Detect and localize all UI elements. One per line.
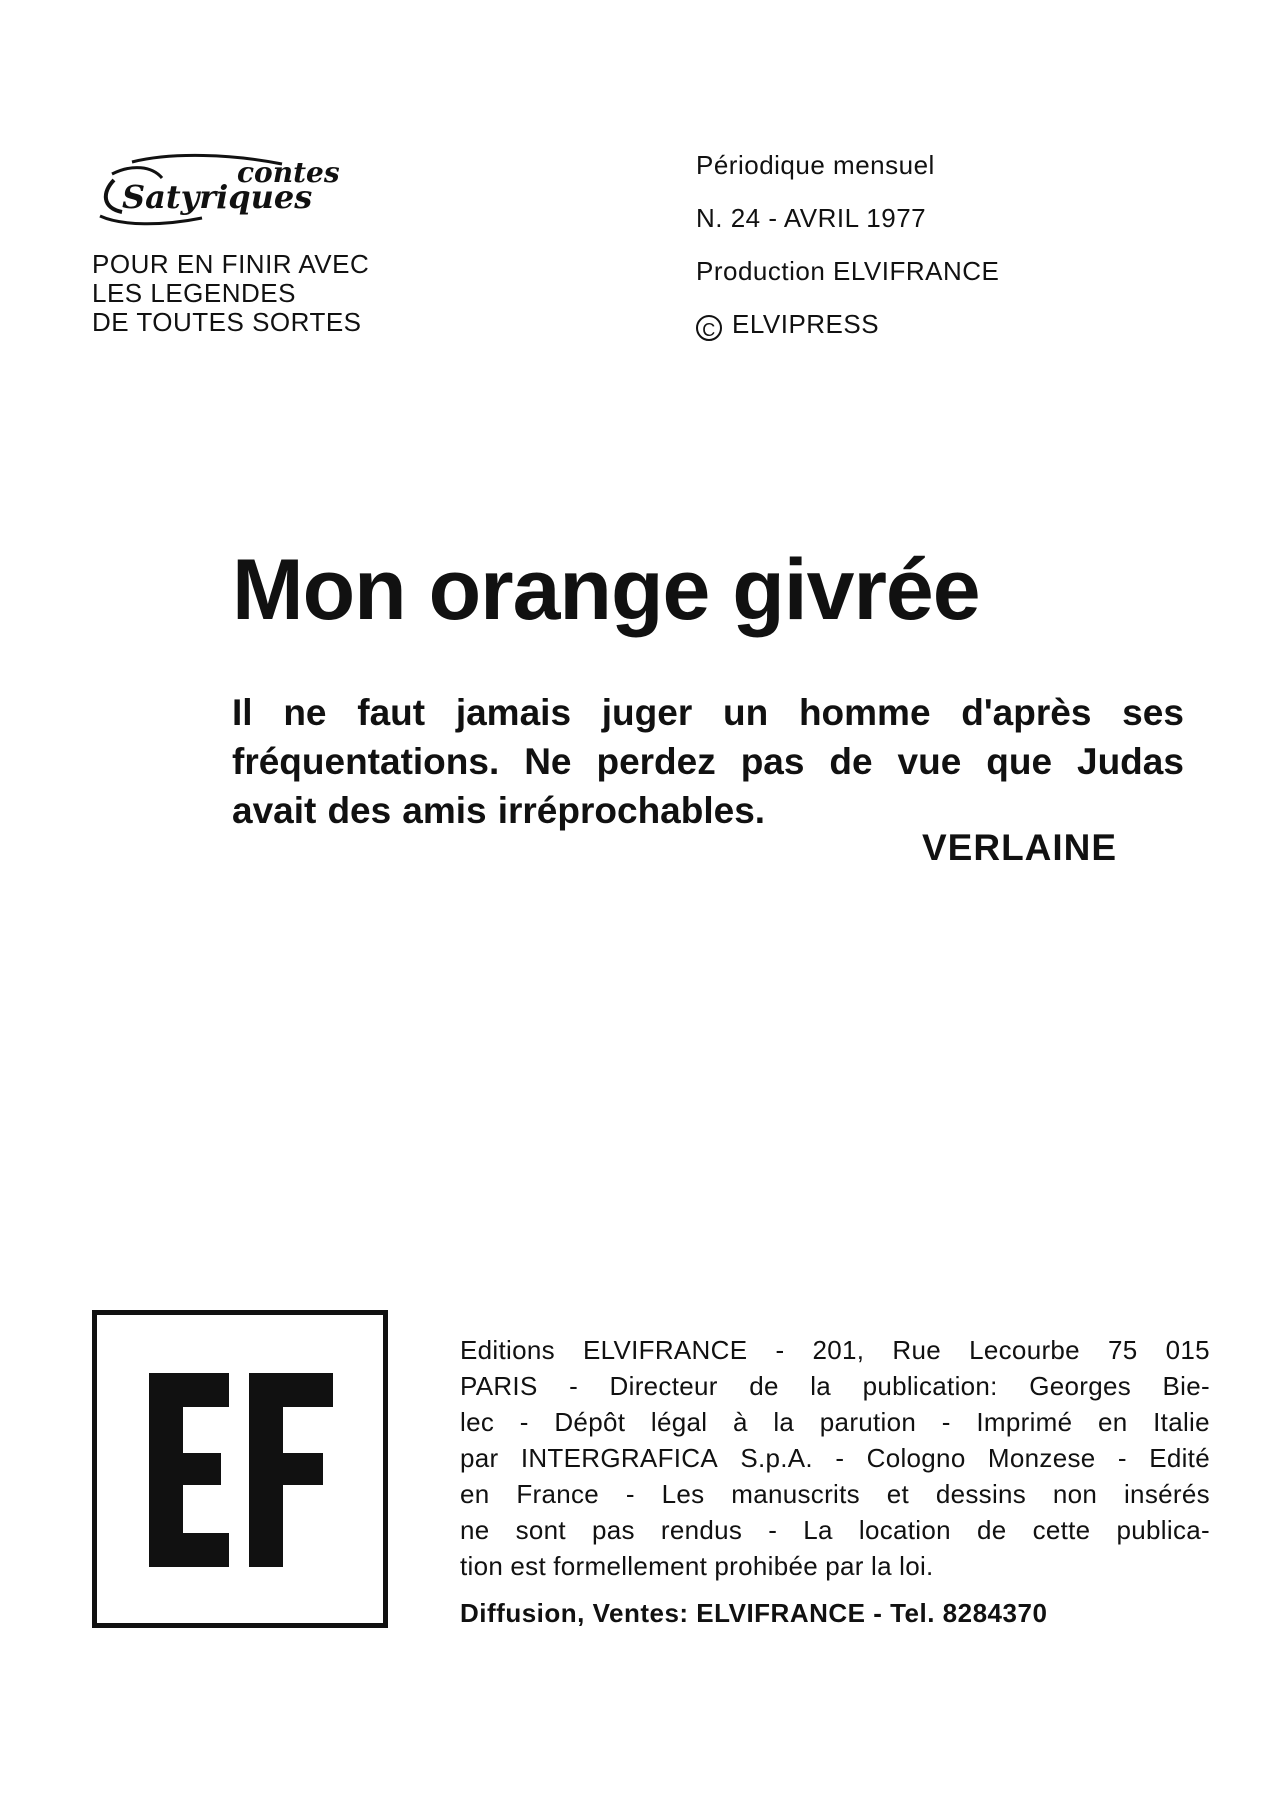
legal-word: Lecourbe xyxy=(969,1335,1080,1365)
legal-word: pas xyxy=(592,1515,635,1545)
masthead xyxy=(696,150,999,362)
legal-word: - xyxy=(835,1443,845,1473)
legal-word: - xyxy=(519,1407,529,1437)
legal-word: insérés xyxy=(1123,1479,1210,1509)
legal-word: Dépôt xyxy=(554,1407,626,1437)
legal-word: - xyxy=(768,1515,778,1545)
legal-word: manuscrits xyxy=(731,1479,860,1509)
legal-line xyxy=(460,1512,1210,1548)
tagline-line: LES LEGENDES xyxy=(92,278,296,308)
legal-word: - xyxy=(569,1371,579,1401)
quote-word: irréprochables. xyxy=(497,790,766,831)
quote-word: ses xyxy=(1122,692,1184,733)
copyright-icon: C xyxy=(696,315,722,341)
legal-word: - xyxy=(941,1407,951,1437)
legal-word: La xyxy=(803,1515,833,1545)
legal-word: dessins xyxy=(935,1479,1027,1509)
logo-line-2: Satyriques xyxy=(122,178,313,216)
quote-word: jamais xyxy=(455,692,572,733)
quote-line-1 xyxy=(232,688,1184,737)
legal-word: et xyxy=(886,1479,910,1509)
legal-line xyxy=(460,1476,1210,1512)
legal-word: de xyxy=(749,1371,779,1401)
legal-word: 201, xyxy=(812,1335,865,1365)
legal-word: en xyxy=(460,1479,490,1509)
production-credit: Production ELVIFRANCE xyxy=(696,256,1000,286)
legal-word: Italie xyxy=(1153,1407,1210,1437)
legal-word: parution xyxy=(819,1407,917,1437)
logo-line-1: contes xyxy=(237,156,340,189)
legal-notice xyxy=(460,1332,1210,1584)
quote-word: d'après xyxy=(961,692,1092,733)
legal-word: Georges xyxy=(1029,1371,1132,1401)
legal-word: formellement xyxy=(553,1551,708,1581)
legal-word: loi. xyxy=(899,1551,934,1581)
tagline-line: POUR EN FINIR AVEC xyxy=(92,249,370,279)
legal-word: Rue xyxy=(892,1335,942,1365)
legal-word: la xyxy=(871,1551,892,1581)
ef-logo-icon xyxy=(97,1315,383,1623)
publication-frequency: Périodique mensuel xyxy=(696,150,935,180)
legal-word: PARIS xyxy=(460,1371,538,1401)
legal-word: Monzese xyxy=(987,1443,1096,1473)
quote-word: perdez xyxy=(596,741,716,782)
legal-word: par xyxy=(460,1443,499,1473)
quote-word: homme xyxy=(798,692,931,733)
quote-word: que xyxy=(986,741,1053,782)
legal-word: S.p.A. xyxy=(740,1443,813,1473)
quote-author: VERLAINE xyxy=(922,827,1118,868)
legal-line xyxy=(460,1332,1210,1368)
legal-word: publication: xyxy=(862,1371,998,1401)
legal-word: Editions xyxy=(460,1335,555,1365)
quote-word: un xyxy=(723,692,769,733)
quote-line-2 xyxy=(232,737,1184,786)
legal-word: cette xyxy=(1032,1515,1091,1545)
publisher-logo xyxy=(92,1310,388,1628)
quote-word: ne xyxy=(283,692,327,733)
legal-word: ELVIFRANCE xyxy=(583,1335,748,1365)
quote-word: vue xyxy=(897,741,962,782)
quote-word: amis xyxy=(402,790,487,831)
tagline xyxy=(92,250,369,337)
legal-word: 015 xyxy=(1165,1335,1210,1365)
legal-word: par xyxy=(825,1551,864,1581)
legal-word: légal xyxy=(650,1407,708,1437)
legal-word: la xyxy=(810,1371,832,1401)
legal-word: - xyxy=(1117,1443,1127,1473)
quote-word: avait xyxy=(232,790,317,831)
legal-word: tion xyxy=(460,1551,504,1581)
legal-word: ne xyxy=(460,1515,490,1545)
legal-word: à xyxy=(732,1407,748,1437)
legal-word: Directeur xyxy=(609,1371,718,1401)
epigraph-quote xyxy=(232,688,1192,835)
quote-word: fréquentations. xyxy=(232,741,500,782)
legal-word: Imprimé xyxy=(976,1407,1073,1437)
quote-word: des xyxy=(327,790,392,831)
legal-word: France xyxy=(516,1479,600,1509)
legal-line xyxy=(460,1440,1210,1476)
legal-word: en xyxy=(1098,1407,1128,1437)
legal-word: location xyxy=(858,1515,951,1545)
legal-word: - xyxy=(625,1479,635,1509)
legal-word: est xyxy=(510,1551,546,1581)
tagline-line: DE TOUTES SORTES xyxy=(92,307,362,337)
legal-line xyxy=(460,1548,1210,1584)
legal-word: de xyxy=(976,1515,1007,1545)
legal-word: la xyxy=(773,1407,795,1437)
logo-artwork xyxy=(92,152,422,232)
quote-word: faut xyxy=(357,692,426,733)
legal-word: lec xyxy=(460,1407,495,1437)
quote-word: Judas xyxy=(1077,741,1184,782)
issue-number: N. 24 - AVRIL 1977 xyxy=(696,203,927,233)
quote-word: Ne xyxy=(524,741,572,782)
legal-word: Cologno xyxy=(866,1443,966,1473)
legal-word: - xyxy=(775,1335,785,1365)
legal-word: 75 xyxy=(1108,1335,1138,1365)
quote-word: juger xyxy=(601,692,693,733)
legal-word: Bie- xyxy=(1162,1371,1210,1401)
legal-word: prohibée xyxy=(714,1551,818,1581)
legal-word: sont xyxy=(515,1515,566,1545)
distribution-line: Diffusion, Ventes: ELVIFRANCE - Tel. 8284370 xyxy=(460,1598,1048,1628)
quote-word: Il xyxy=(232,692,253,733)
quote-word: de xyxy=(829,741,873,782)
legal-line xyxy=(460,1404,1210,1440)
magazine-logo xyxy=(92,152,422,232)
legal-word: non xyxy=(1052,1479,1098,1509)
copyright-holder: ELVIPRESS xyxy=(732,309,880,339)
legal-word: rendus xyxy=(660,1515,743,1545)
legal-line xyxy=(460,1368,1210,1404)
legal-word: Edité xyxy=(1149,1443,1210,1473)
legal-word: INTERGRAFICA xyxy=(520,1443,718,1473)
page-title: Mon orange givrée xyxy=(232,542,980,638)
legal-word: Les xyxy=(661,1479,705,1509)
quote-word: pas xyxy=(740,741,805,782)
copyright-line xyxy=(696,309,999,362)
legal-word: publica- xyxy=(1116,1515,1210,1545)
